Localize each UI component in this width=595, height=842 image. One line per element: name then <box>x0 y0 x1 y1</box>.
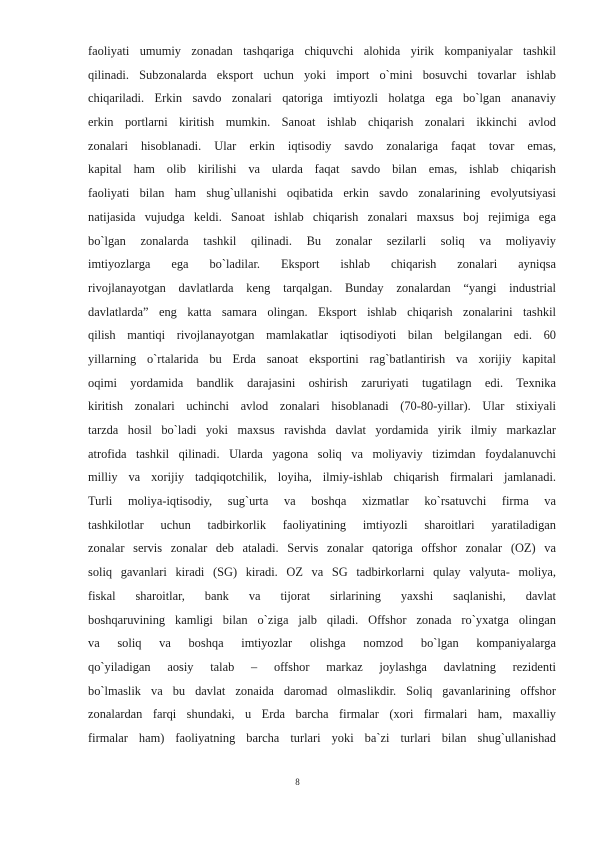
text-line: faoliyati umumiy zonadan tashqariga chiquvchi alohida yirik kompaniyalar tashkil <box>88 44 556 58</box>
text-line: faoliyati bilan ham shug`ullanishi oqibatida erkin savdo zonalarining evolyutsiyasi <box>88 186 556 201</box>
text-line: zonalardan farqi shundaki, u Erda barcha firmalar (xori firmalari ham, maxalliy <box>88 707 556 722</box>
text-line: zonalar servis zonalar deb ataladi. Servis zonalar qatoriga offshor zonalar (OZ) va <box>88 541 556 556</box>
text-line: oqimi yordamida bandlik darajasini oshirish zaruriyati tugatilagn edi. Texnika <box>88 375 556 390</box>
text-line: zonalari hisoblanadi. Ular erkin iqtisodiy savdo zonalariga faqat tovar emas, <box>88 138 556 153</box>
text-line: qo`yiladigan aosiy talab – offshor markaz joylashga davlatning rezidenti <box>88 659 556 674</box>
text-line: qilinadi. Subzonalarda eksport uchun yoki import o`mini bosuvchi tovarlar ishlab <box>88 67 556 82</box>
text-line: va soliq va boshqa imtiyozlar olishga nomzod bo`lgan kompaniyalarga <box>88 636 556 651</box>
text-line: chiqariladi. Erkin savdo zonalari qatoriga imtiyozli holatga ega bo`lgan ananaviy <box>88 91 556 106</box>
text-line: erkin portlarni kiritish mumkin. Sanoat ishlab chiqarish zonalari ikkinchi avlod <box>88 115 556 130</box>
document-body <box>88 40 556 751</box>
page-number: 8 <box>295 777 300 787</box>
text-line: fiskal sharoitlar, bank va tijorat sirlarining yaxshi saqlanishi, davlat <box>88 588 556 603</box>
text-line: natijasida vujudga keldi. Sanoat ishlab chiqarish zonalari maxsus boj rejimiga ega <box>88 209 556 224</box>
text-line: rivojlanayotgan davlatlarda keng tarqalgan. Bunday zonalardan “yangi industrial <box>88 280 556 295</box>
text-line: yillarning o`rtalarida bu Erda sanoat eksportini rag`batlantirish va xorijiy kapital <box>88 351 556 366</box>
text-line: kapital ham olib kirilishi va ularda faqat savdo bilan emas, ishlab chiqarish <box>88 162 556 177</box>
text-line: bo`lmaslik va bu davlat zonaida daromad olmaslikdir. Soliq gavanlarining offshor <box>88 683 556 698</box>
text-line: boshqaruvining kamligi bilan o`ziga jalb qiladi. Offshor zonada ro`yxatga olingan <box>88 612 556 627</box>
text-line: firmalar ham) faoliyatning barcha turlari yoki ba`zi turlari bilan shug`ullanishad <box>88 730 556 745</box>
text-line: bo`lgan zonalarda tashkil qilinadi. Bu zonalar sezilarli soliq va moliyaviy <box>88 233 556 248</box>
text-line: imtiyozlarga ega bo`ladilar. Eksport ishlab chiqarish zonalari ayniqsa <box>88 257 556 272</box>
text-line: atrofida tashkil qilinadi. Ularda yagona soliq va moliyaviy tizimdan foydalanuvchi <box>88 446 556 461</box>
text-line: kiritish zonalari uchinchi avlod zonalari hisoblanadi (70-80-yillar). Ular stixiyali <box>88 399 556 414</box>
text-line: tashkilotlar uchun tadbirkorlik faoliyatining imtiyozli sharoitlari yaratiladigan <box>88 517 556 532</box>
text-line: milliy va xorijiy tadqiqotchilik, loyiha, ilmiy-ishlab chiqarish firmalari jamlanadi. <box>88 470 556 485</box>
text-line: Turli moliya-iqtisodiy, sug`urta va boshqa xizmatlar ko`rsatuvchi firma va <box>88 494 556 509</box>
text-line: qilish mantiqi rivojlanayotgan mamlakatlar iqtisodiyoti bilan belgilangan edi. 60 <box>88 328 556 343</box>
text-line: davlatlarda” eng katta samara olingan. Eksport ishlab chiqarish zonalarini tashkil <box>88 304 556 319</box>
text-line: soliq gavanlari kiradi (SG) kiradi. OZ va SG tadbirkorlarni qulay valyuta- moliya, <box>88 565 556 580</box>
text-line: tarzda hosil bo`ladi yoki maxsus ravishda davlat yordamida yirik ilmiy markazlar <box>88 423 556 437</box>
